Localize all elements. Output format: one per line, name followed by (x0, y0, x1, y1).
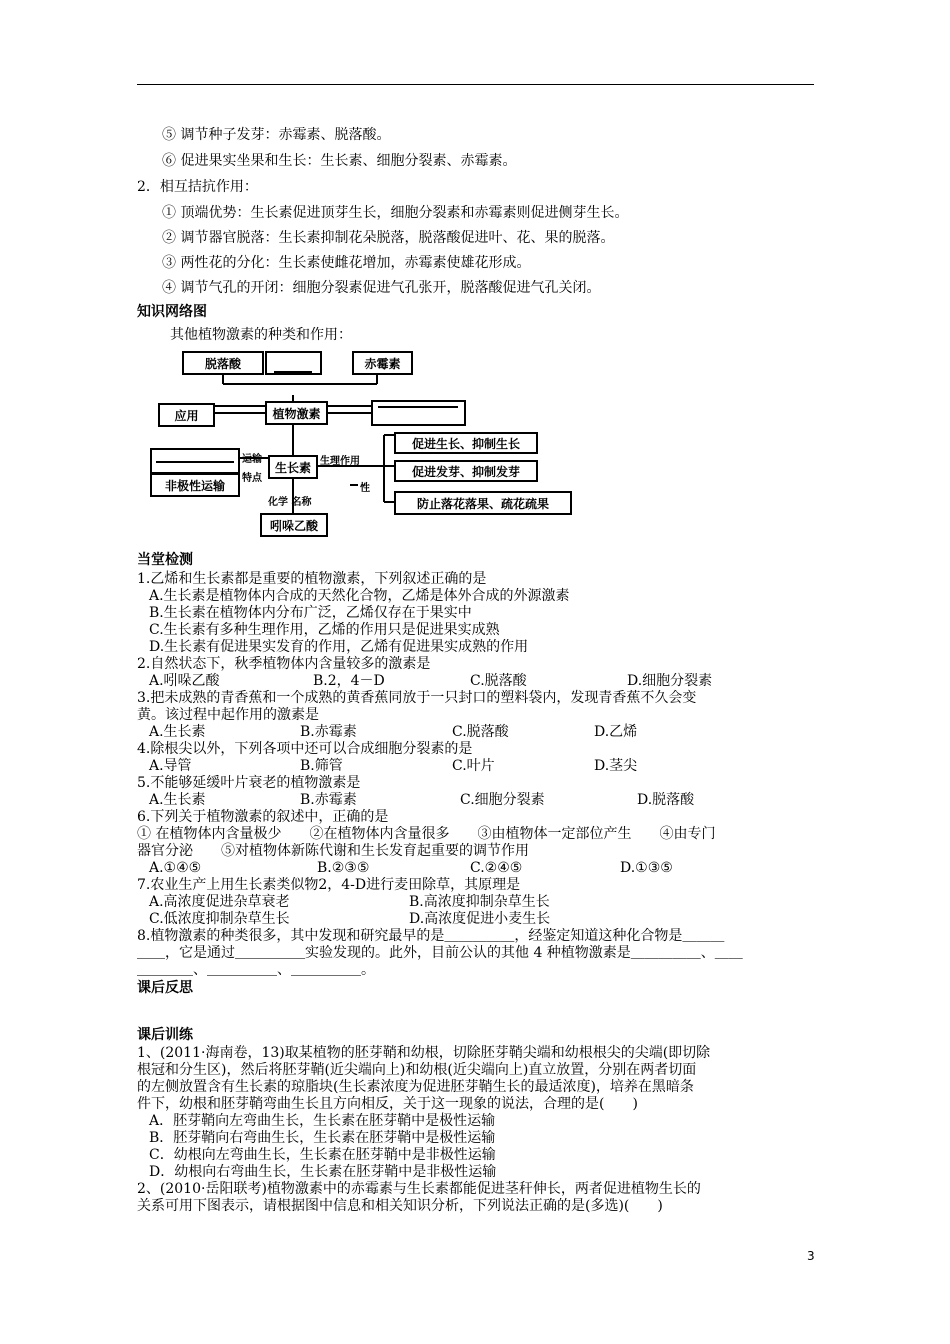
option: C.脱落酸 (470, 673, 527, 689)
label-features: 特点 (242, 473, 262, 484)
section-title: 知识网络图 (137, 304, 207, 320)
answer-blank (156, 461, 234, 463)
knowledge-network-diagram (150, 345, 580, 543)
problem-1-cont: 根冠和分生区)，然后将胚芽鞘(近尖端向上)和幼根(近尖端向上)直立放置，分别在两者切面 (137, 1062, 697, 1078)
option: C.脱落酸 (452, 724, 509, 740)
label-transport: 运输 (242, 454, 262, 465)
option: D.乙烯 (594, 724, 638, 740)
option: C．幼根向左弯曲生长，生长素在胚芽鞘中是非极性运输 (149, 1147, 496, 1163)
option: B．胚芽鞘向右弯曲生长，生长素在胚芽鞘中是极性运输 (149, 1130, 496, 1146)
box-blank-right (371, 400, 466, 426)
header-rule (137, 84, 814, 85)
text-line: ① 顶端优势：生长素促进顶芽生长，细胞分裂素和赤霉素则促进侧芽生长。 (162, 205, 629, 221)
option: B.筛管 (300, 758, 343, 774)
option: D.细胞分裂素 (627, 673, 713, 689)
option: B.赤霉素 (300, 724, 357, 740)
box-auxin: 生长素 (268, 455, 318, 479)
option: D.脱落酸 (637, 792, 695, 808)
problem-1-cont: 的左侧放置含有生长素的琼脂块(生长素浓度为促进胚芽鞘生长的最适浓度)，培养在黑暗条 (137, 1079, 694, 1095)
question-3-cont: 黄。该过程中起作用的激素是 (137, 707, 319, 723)
box-iaa: 吲哚乙酸 (260, 513, 328, 537)
question-4: 4.除根尖以外，下列各项中还可以合成细胞分裂素的是 (137, 741, 473, 757)
subtitle: 其他植物激素的种类和作用： (170, 327, 352, 343)
box-prevent-drop: 防止落花落果、疏花疏果 (394, 491, 572, 515)
option: B.②③⑤ (317, 860, 370, 876)
label-physiological-function: 生理作用 (320, 456, 360, 467)
question-6: 6.下列关于植物激素的叙述中，正确的是 (137, 809, 389, 825)
option: A.生长素是植物体内合成的天然化合物，乙烯是体外合成的外源激素 (149, 588, 570, 604)
label-nature: 性 (360, 483, 370, 494)
option: C.叶片 (452, 758, 495, 774)
option: D.茎尖 (594, 758, 638, 774)
option: A.生长素 (149, 724, 206, 740)
option: C.低浓度抑制杂草生长 (149, 911, 290, 927)
option: A.吲哚乙酸 (149, 673, 220, 689)
question-6-statements-cont: 器官分泌 ⑤对植物体新陈代谢和生长发育起重要的调节作用 (137, 843, 529, 859)
section-title: 课后反思 (137, 980, 193, 996)
option: B.高浓度抑制杂草生长 (409, 894, 550, 910)
label-chemical-name: 化学 名称 (268, 497, 312, 508)
text-line: ③ 两性花的分化：生长素使雌花增加，赤霉素使雄花形成。 (162, 255, 531, 271)
problem-2-cont: 关系可用下图表示，请根据图中信息和相关知识分析，下列说法正确的是(多选)( ) (137, 1198, 663, 1214)
question-8: 8.植物激素的种类很多，其中发现和研究最早的是＿＿＿＿＿，经鉴定知道这种化合物是＿＿＿ (137, 928, 725, 944)
option: A.高浓度促进杂草衰老 (149, 894, 290, 910)
option: D.高浓度促进小麦生长 (409, 911, 551, 927)
box-plant-hormones: 植物激素 (265, 401, 328, 425)
text-line: ⑥ 促进果实坐果和生长：生长素、细胞分裂素、赤霉素。 (162, 153, 517, 169)
box-promote-sprouting: 促进发芽、抑制发芽 (394, 460, 538, 482)
section-heading: 2．相互拮抗作用： (137, 179, 258, 195)
question-7: 7.农业生产上用生长素类似物2，4-D进行麦田除草，其原理是 (137, 877, 521, 893)
question-6-statements: ① 在植物体内含量极少 ②在植物体内含量很多 ③由植物体一定部位产生 ④由专门 (137, 826, 716, 842)
option: A.①④⑤ (149, 860, 202, 876)
option: D．幼根向右弯曲生长，生长素在胚芽鞘中是非极性运输 (149, 1164, 497, 1180)
box-nonpolar-transport: 非极性运输 (150, 473, 240, 497)
option: C.生长素有多种生理作用，乙烯的作用只是促进果实成熟 (149, 622, 500, 638)
section-title: 课后训练 (137, 1027, 193, 1043)
question-8-cont: ＿＿，它是通过＿＿＿＿＿实验发现的。此外，目前公认的其他 4 种植物激素是＿＿＿＿＿、＿＿ (137, 945, 743, 961)
question-1: 1.乙烯和生长素都是重要的植物激素，下列叙述正确的是 (137, 571, 487, 587)
text-line: ② 调节器官脱落：生长素抑制花朵脱落，脱落酸促进叶、花、果的脱落。 (162, 230, 615, 246)
text-line: ④ 调节气孔的开闭：细胞分裂素促进气孔张开，脱落酸促进气孔关闭。 (162, 280, 601, 296)
option: D.生长素有促进果实发育的作用，乙烯有促进果实成熟的作用 (149, 639, 529, 655)
answer-blank (378, 406, 458, 408)
option: B.2，4－D (313, 673, 385, 689)
page-number: 3 (807, 1249, 815, 1263)
problem-1-cont: 件下，幼根和胚芽鞘弯曲生长且方向相反，关于这一现象的说法，合理的是( ) (137, 1096, 638, 1112)
question-2: 2.自然状态下，秋季植物体内含量较多的激素是 (137, 656, 431, 672)
option: B.生长素在植物体内分布广泛，乙烯仅存在于果实中 (149, 605, 472, 621)
question-8-cont: ＿＿＿＿、＿＿＿＿＿、＿＿＿＿＿。 (137, 962, 375, 978)
box-gibberellin: 赤霉素 (352, 351, 413, 375)
section-title: 当堂检测 (137, 552, 193, 568)
option: D.①③⑤ (620, 860, 673, 876)
option: C.②④⑤ (470, 860, 523, 876)
box-promote-growth: 促进生长、抑制生长 (394, 432, 538, 454)
text-line: ⑤ 调节种子发芽：赤霉素、脱落酸。 (162, 127, 391, 143)
option: C.细胞分裂素 (460, 792, 545, 808)
option: B.赤霉素 (300, 792, 357, 808)
option: A．胚芽鞘向左弯曲生长，生长素在胚芽鞘中是极性运输 (149, 1113, 496, 1129)
problem-2: 2、(2010·岳阳联考)植物激素中的赤霉素与生长素都能促进茎秆伸长，两者促进植物生长的 (137, 1181, 701, 1197)
question-5: 5.不能够延缓叶片衰老的植物激素是 (137, 775, 361, 791)
option: A.生长素 (149, 792, 206, 808)
question-3: 3.把未成熟的青香蕉和一个成熟的黄香蕉同放于一只封口的塑料袋内，发现青香蕉不久会变 (137, 690, 697, 706)
answer-blank (274, 371, 312, 373)
option: A.导管 (149, 758, 192, 774)
box-application: 应用 (158, 403, 215, 427)
box-abscisic-acid: 脱落酸 (182, 351, 264, 375)
problem-1: 1、(2011·海南卷，13)取某植物的胚芽鞘和幼根，切除胚芽鞘尖端和幼根根尖的尖端(即切除 (137, 1045, 711, 1061)
